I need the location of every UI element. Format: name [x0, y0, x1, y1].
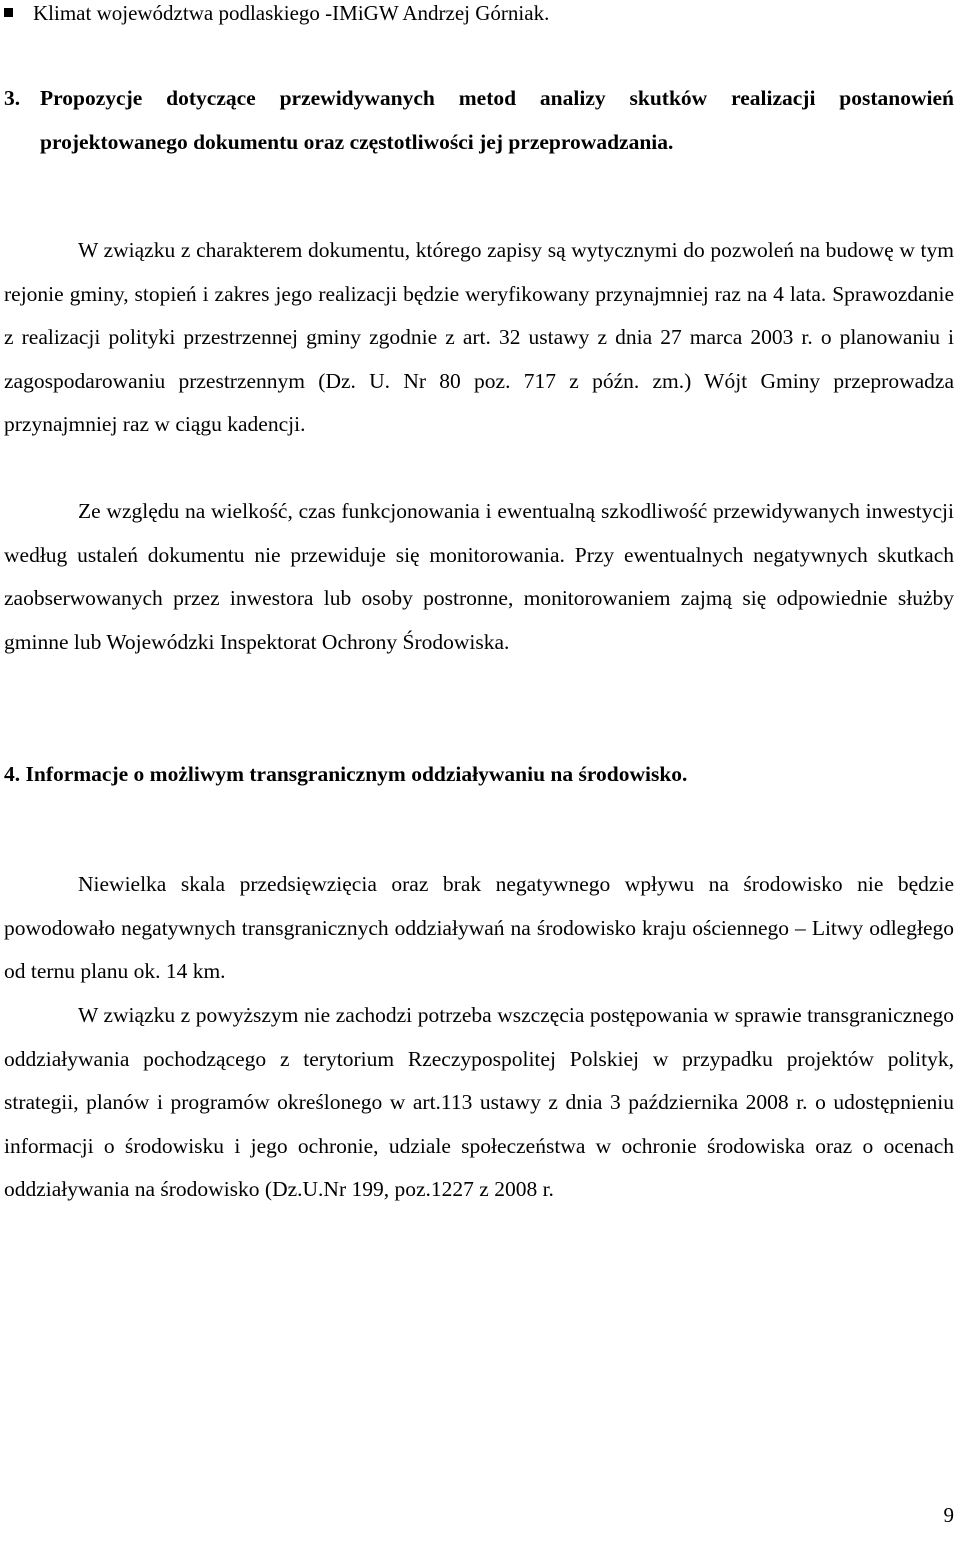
section-4-paragraph: W związku z powyższym nie zachodzi potrzeba wszczęcia postępowania w sprawie transgranicznego oddziaływania pochodzącego z terytorium Rzeczypospolitej Polskiej w przypadku projektów polityk, strategii, planów i programów określonego w art.113 ustawy z dnia 3 października 2008 r. o udostępnieniu informacji o środowisku i jego ochronie, udziale społeczeństwa w ochronie środowiska oraz o ocenach oddziaływania na środowisko (Dz.U.Nr 199, poz.1227 z 2008 r.: [4, 1003, 954, 1201]
bullet-item-text: Klimat województwa podlaskiego -IMiGW Andrzej Górniak.: [33, 1, 550, 25]
section-4-number: 4.: [4, 762, 21, 786]
section-4-paragraph: Niewielka skala przedsięwzięcia oraz brak negatywnego wpływu na środowisko nie będzie powodowało negatywnych transgranicznych oddziaływań na środowisko kraju ościennego – Litwy odległego od ternu planu ok. 14 km.: [4, 872, 954, 983]
section-4-title: Informacje o możliwym transgranicznym oddziaływaniu na środowisko.: [25, 762, 688, 786]
bullet-list-item: [4, 0, 549, 26]
section-3-heading: [4, 76, 954, 164]
square-bullet-icon: [4, 8, 13, 17]
section-3-number: 3.: [4, 86, 21, 110]
section-3-title: Propozycje dotyczące przewidywanych metod analizy skutków realizacji postanowień projektowanego dokumentu oraz częstotliwości jej przeprowadzania.: [40, 86, 954, 154]
section-4-heading: [4, 752, 954, 796]
page-number: 9: [943, 1503, 954, 1527]
section-3-paragraph: W związku z charakterem dokumentu, którego zapisy są wytycznymi do pozwoleń na budowę w tym rejonie gminy, stopień i zakres jego realizacji będzie weryfikowany przynajmniej raz na 4 lata. Sprawozdanie z realizacji polityki przestrzennej gminy zgodnie z art. 32 ustawy z dnia 27 marca 2003 r. o planowaniu i zagospodarowaniu przestrzennym (Dz. U. Nr 80 poz. 717 z późn. zm.) Wójt Gminy przeprowadza przynajmniej raz w ciągu kadencji.: [4, 238, 954, 436]
section-3-paragraph: Ze względu na wielkość, czas funkcjonowania i ewentualną szkodliwość przewidywanych inwestycji według ustaleń dokumentu nie przewiduje się monitorowania. Przy ewentualnych negatywnych skutkach zaobserwowanych przez inwestora lub osoby postronne, monitorowaniem zajmą się odpowiednie służby gminne lub Wojewódzki Inspektorat Ochrony Środowiska.: [4, 499, 954, 654]
